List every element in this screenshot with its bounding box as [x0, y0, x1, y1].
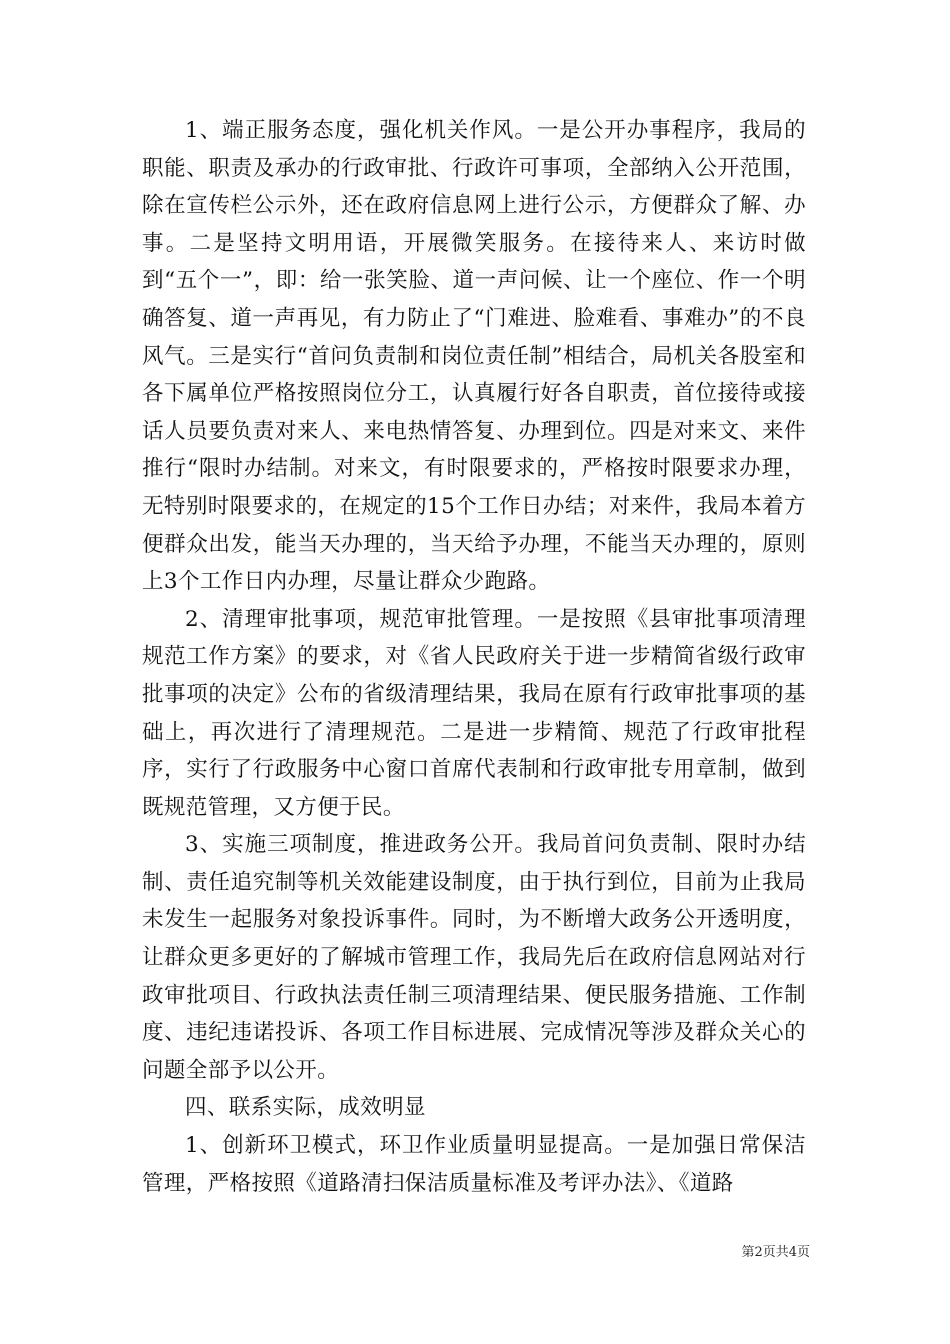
paragraph-service-attitude: 1、端正服务态度，强化机关作风。一是公开办事程序，我局的职能、职责及承办的行政审批、行政许可事项，全部纳入公开范围，除在宣传栏公示外，还在政府信息网上进行公示，方便群众了解、办事。二是坚持文明用语，开展微笑服务。在接待来人、来访时做到“五个一”，即：给一张笑脸、道一声问候、让一个座位、作一个明确答复、道一声再见，有力防止了“门难进、脸难看、事难办”的不良风气。三是实行“首问负责制和岗位责任制”相结合，局机关各股室和各下属单位严格按照岗位分工，认真履行好各自职责，首位接待或接话人员要负责对来人、来电热情答复、办理到位。四是对来文、来件推行“限时办结制。对来文，有时限要求的，严格按时限要求办理，无特别时限要求的，在规定的15个工作日办结；对来件，我局本着方便群众出发，能当天办理的，当天给予办理，不能当天办理的，原则上3个工作日内办理，尽量让群众少跑路。 — [142, 118, 806, 595]
paragraph-three-systems: 3、实施三项制度，推进政务公开。我局首问负责制、限时办结制、责任追究制等机关效能建设制度，由于执行到位，目前为止我局未发生一起服务对象投诉事件。同时，为不断增大政务公开透明度，让群众更多更好的了解城市管理工作，我局先后在政府信息网站对行政审批项目、行政执法责任制三项清理结果、便民服务措施、工作制度、违纪违诺投诉、各项工作目标进展、完成情况等涉及群众关心的问题全部予以公开。 — [142, 832, 806, 1083]
page-number: 第2页共4页 — [741, 1245, 810, 1260]
section-heading-results: 四、联系实际，成效明显 — [185, 1095, 426, 1121]
paragraph-sanitation-model: 1、创新环卫模式，环卫作业质量明显提高。一是加强日常保洁管理，严格按照《道路清扫保洁质量标准及考评办法》、《道路 — [142, 1133, 806, 1196]
document-body — [142, 112, 806, 1202]
paragraph-approval-items: 2、清理审批事项，规范审批管理。一是按照《县审批事项清理规范工作方案》的要求，对《省人民政府关于进一步精简省级行政审批事项的决定》公布的省级清理结果，我局在原有行政审批事项的基础上，再次进行了清理规范。二是进一步精简、规范了行政审批程序，实行了行政服务中心窗口首席代表制和行政审批专用章制，做到既规范管理，又方便于民。 — [142, 606, 806, 820]
